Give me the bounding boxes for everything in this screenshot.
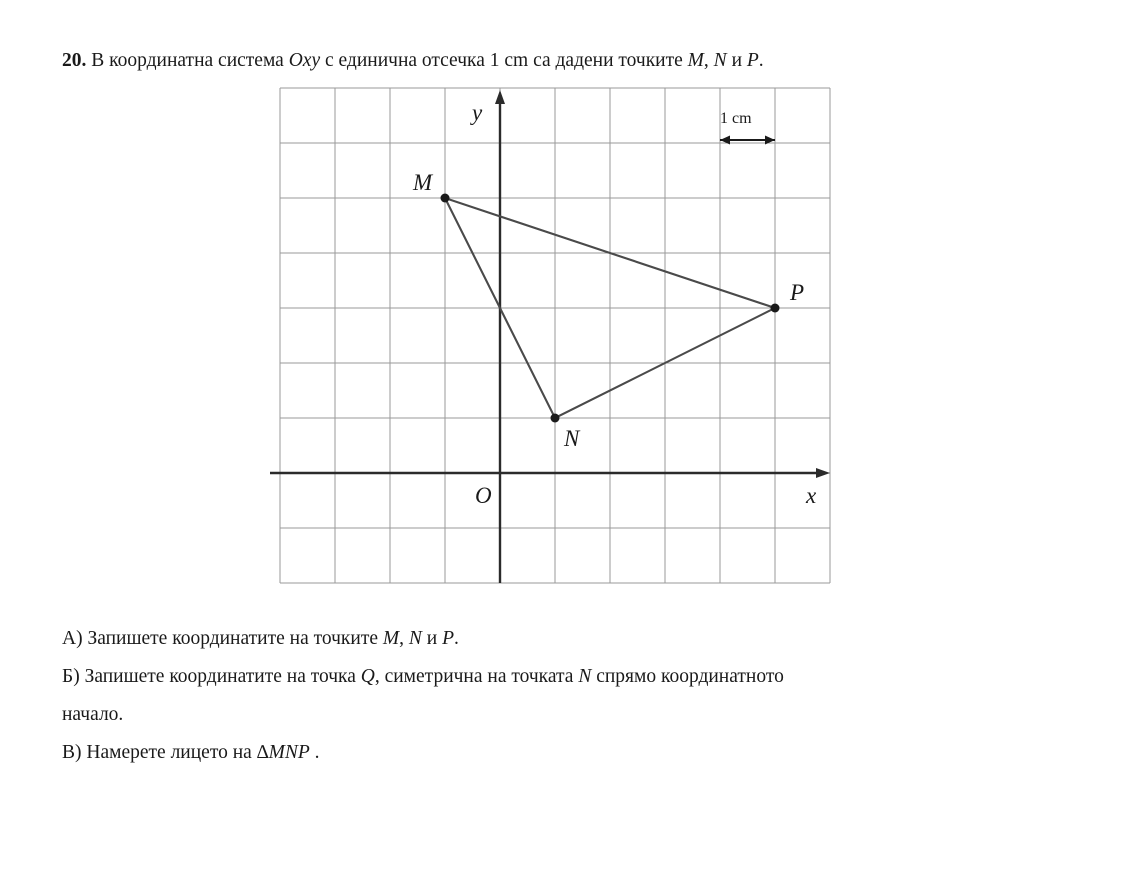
question-b-mid: , симетрична на точката [374,666,579,688]
question-a-suffix: . [454,628,459,649]
questions-block [62,620,1064,772]
point-p-dot [771,304,780,313]
problem-stem-mid: с единична отсечка 1 cm са дадени точките [320,50,688,71]
question-a-m: M [382,628,400,649]
y-axis-label: y [472,100,483,125]
problem-statement [62,48,1072,74]
question-c-prefix: В) Намерете лицето на [62,742,257,764]
question-c-triangle: ∆MNP [256,742,310,764]
origin-label: O [475,483,492,508]
x-axis-arrow [816,468,830,478]
y-axis-arrow [495,90,505,104]
question-a-p: P [442,628,455,649]
coordinate-figure [250,78,870,598]
problem-stem-comma: , [703,50,714,71]
x-axis-label: x [806,483,817,508]
question-c-suffix: . [309,742,320,764]
question-a-sep: , [399,628,409,649]
problem-stem-point-p: P [746,50,759,71]
point-m-dot [441,194,450,203]
question-b-n: N [578,666,592,688]
question-c [62,734,1064,772]
unit-label: 1 cm [720,110,752,127]
problem-number: 20. [62,50,87,71]
question-a-and: и [421,628,443,649]
coordinate-system-svg [250,78,870,598]
question-a [62,620,1064,658]
problem-stem-and: и [726,50,747,71]
question-b-second-line: начало. [62,704,124,726]
problem-stem-end: . [758,50,764,71]
point-m-label: M [413,170,433,195]
question-b-q: Q [360,666,375,688]
question-b-prefix: Б) Запишете координатите на точка [62,666,361,688]
grid-lines [280,88,830,583]
problem-stem-point-n: N [713,50,727,71]
question-a-n: N [408,628,422,649]
question-b-suffix: спрямо координатното [591,666,784,688]
point-n-dot [551,414,560,423]
point-n-label: N [564,426,580,451]
unit-segment [720,110,775,145]
point-p-label: P [790,280,805,305]
problem-stem-point-m: M [687,50,704,71]
problem-stem-before: В координатна система [86,50,289,71]
question-b [62,658,1064,696]
problem-stem-axes: Oxy [288,50,321,71]
axes [270,100,818,583]
question-a-prefix: А) Запишете координатите на точките [62,628,383,649]
